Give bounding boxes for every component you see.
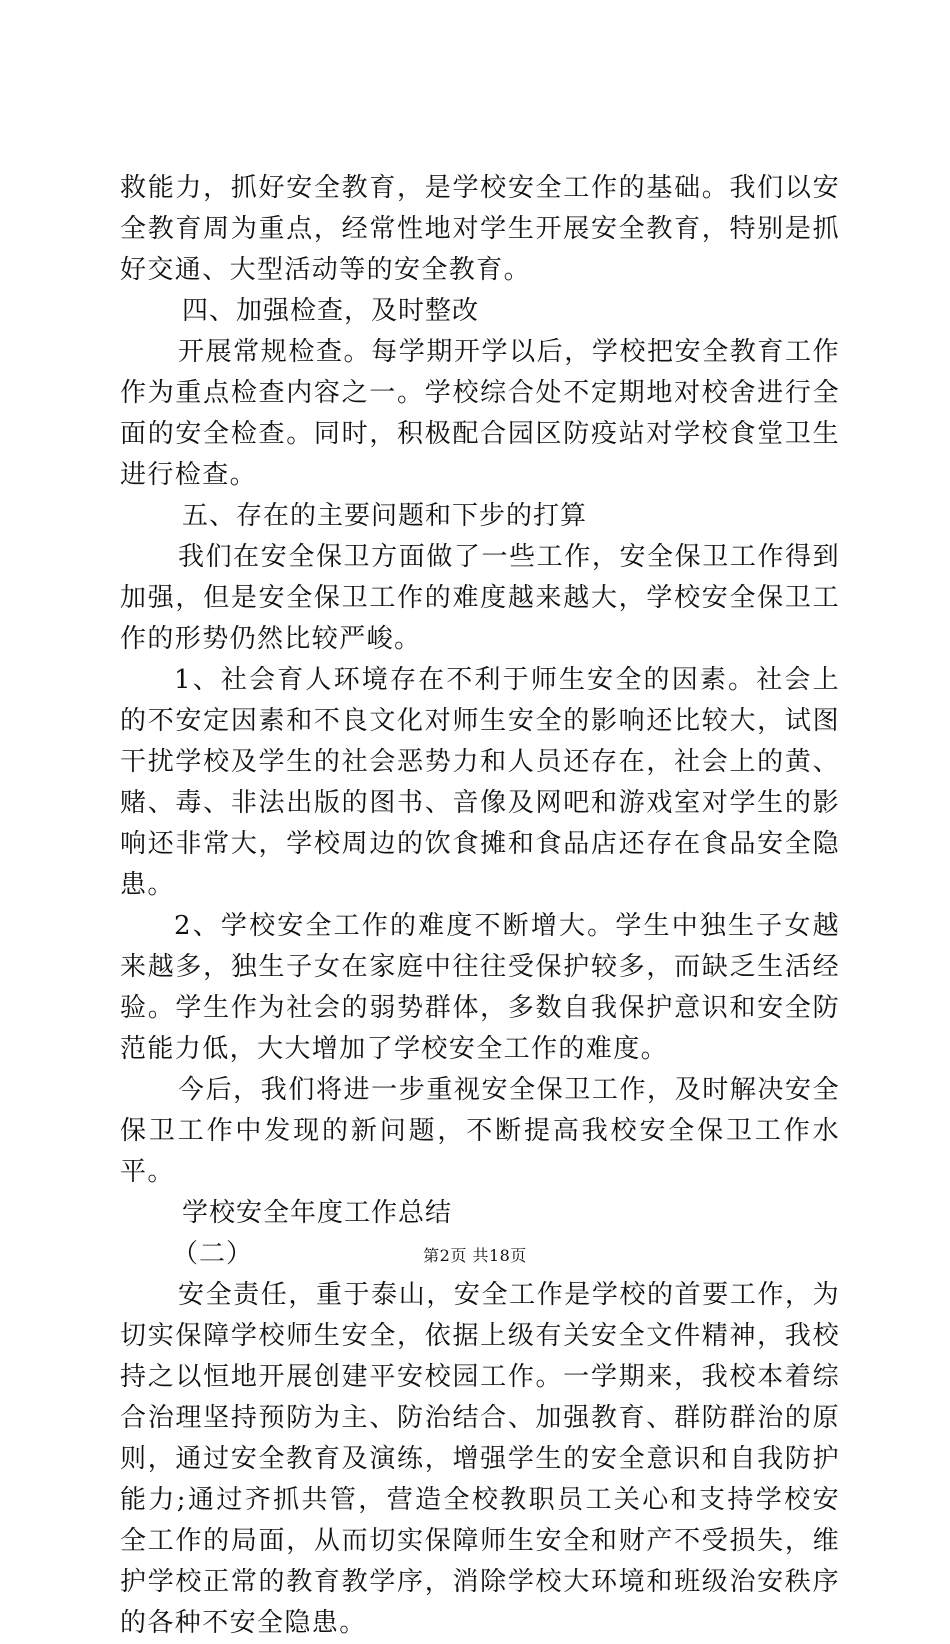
paragraph-routine-inspection: 开展常规检查。每学期开学以后，学校把安全教育工作作为重点检查内容之一。学校综合处不定期地对校舍进行全面的安全检查。同时，积极配合园区防疫站对学校食堂卫生进行检查。 xyxy=(120,337,840,490)
page-number-footer: 第2页 共18页 xyxy=(423,1246,527,1265)
section-heading-problems-plans: 五、存在的主要问题和下步的打算 xyxy=(182,501,588,531)
section-number: （二） xyxy=(172,1239,254,1269)
paragraph-future-plan: 今后，我们将进一步重视安全保卫工作，及时解决安全保卫工作中发现的新问题，不断提高我校安全保卫工作水平。 xyxy=(120,1075,840,1187)
paragraph-problem-1: 1、社会育人环境存在不利于师生安全的因素。社会上的不安定因素和不良文化对师生安全的影响还比较大，试图干扰学校及学生的社会恶势力和人员还存在，社会上的黄、赌、毒、非法出版的图书、音像及网吧和游戏室对学生的影响还非常大，学校周边的饮食摊和食品店还存在食品安全隐患。 xyxy=(120,665,840,900)
paragraph-safety-education-continued: 救能力，抓好安全教育，是学校安全工作的基础。我们以安全教育周为重点，经常性地对学生开展安全教育，特别是抓好交通、大型活动等的安全教育。 xyxy=(120,173,840,285)
paragraph-problem-2: 2、学校安全工作的难度不断增大。学生中独生子女越来越多，独生子女在家庭中往往受保护较多，而缺乏生活经验。学生作为社会的弱势群体，多数自我保护意识和安全防范能力低，大大增加了学校安全工作的难度。 xyxy=(120,911,840,1064)
document-body xyxy=(120,168,840,1644)
paragraph-security-work-summary: 我们在安全保卫方面做了一些工作，安全保卫工作得到加强，但是安全保卫工作的难度越来越大，学校安全保卫工作的形势仍然比较严峻。 xyxy=(120,542,840,654)
paragraph-safety-responsibility: 安全责任，重于泰山，安全工作是学校的首要工作，为切实保障学校师生安全，依据上级有关安全文件精神，我校持之以恒地开展创建平安校园工作。一学期来，我校本着综合治理坚持预防为主、防治结合、加强教育、群防群治的原则，通过安全教育及演练，增强学生的安全意识和自我防护能力;通过齐抓共管，营造全校教职员工关心和支持学校安全工作的局面，从而切实保障师生安全和财产不受损失，维护学校正常的教育教学序，消除学校大环境和班级治安秩序的各种不安全隐患。 xyxy=(120,1280,840,1638)
document-subtitle: 学校安全年度工作总结 xyxy=(182,1198,453,1228)
section-heading-inspection: 四、加强检查，及时整改 xyxy=(182,296,480,326)
